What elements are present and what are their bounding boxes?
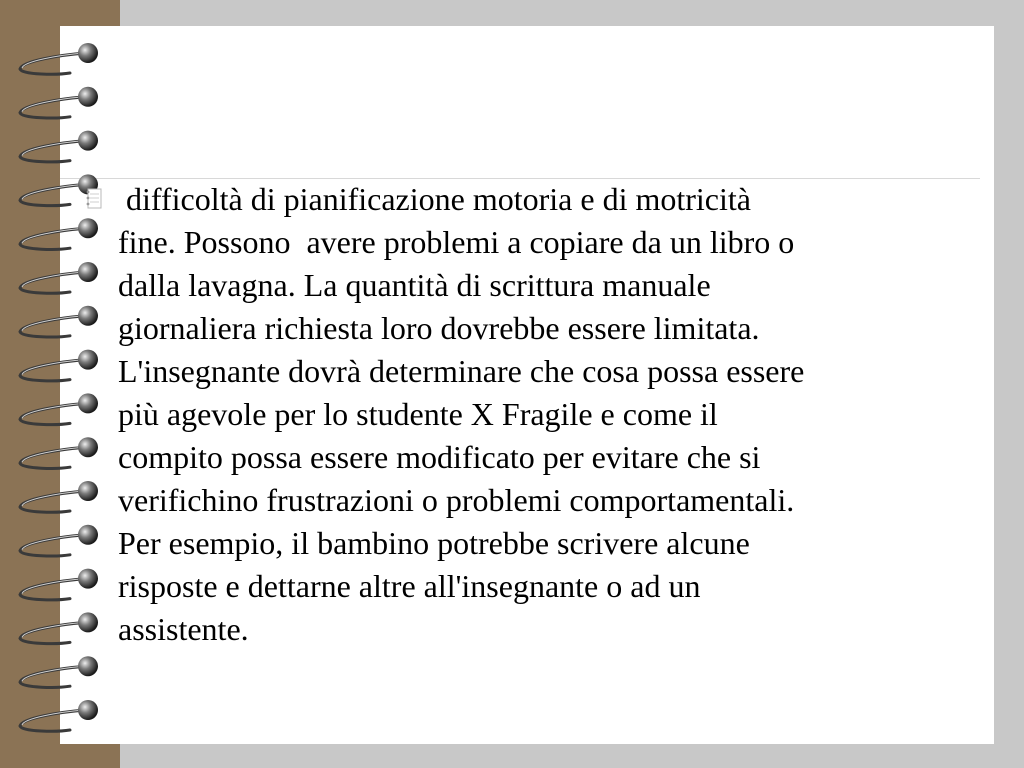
paragraph-line: risposte e dettarne altre all'insegnante o ad un <box>118 568 701 604</box>
paragraph-line: fine. Possono avere problemi a copiare da un libro o <box>118 224 795 260</box>
spiral-binding <box>0 0 120 768</box>
paragraph-line: giornaliera richiesta loro dovrebbe essere limitata. <box>118 310 760 346</box>
binding-ring <box>20 87 98 118</box>
binding-ring <box>20 525 98 556</box>
binding-ring <box>20 612 98 643</box>
binding-ring <box>20 393 98 424</box>
binding-ring <box>20 131 98 162</box>
binding-ring <box>20 262 98 293</box>
paragraph-line: dalla lavagna. La quantità di scrittura manuale <box>118 267 711 303</box>
paragraph-line: compito possa essere modificato per evitare che si <box>118 439 761 475</box>
binding-ring <box>20 481 98 512</box>
paragraph-line: Per esempio, il bambino potrebbe scrivere alcune <box>118 525 750 561</box>
binding-ring <box>20 569 98 600</box>
paragraph-line: assistente. <box>118 611 249 647</box>
binding-ring <box>20 306 98 337</box>
binding-ring <box>20 656 98 687</box>
paragraph-line: verifichino frustrazioni o problemi comportamentali. <box>118 482 795 518</box>
binding-ring <box>20 218 98 249</box>
binding-ring <box>20 437 98 468</box>
paragraph-line: difficoltà di pianificazione motoria e di motricità <box>118 181 751 217</box>
binding-ring <box>20 350 98 381</box>
paragraph-line: più agevole per lo studente X Fragile e come il <box>118 396 718 432</box>
binding-ring <box>20 700 98 731</box>
binding-ring <box>20 43 98 74</box>
paragraph-line: L'insegnante dovrà determinare che cosa possa essere <box>118 353 805 389</box>
slide-paragraph <box>118 178 988 651</box>
notebook-bullet-icon <box>84 184 106 214</box>
